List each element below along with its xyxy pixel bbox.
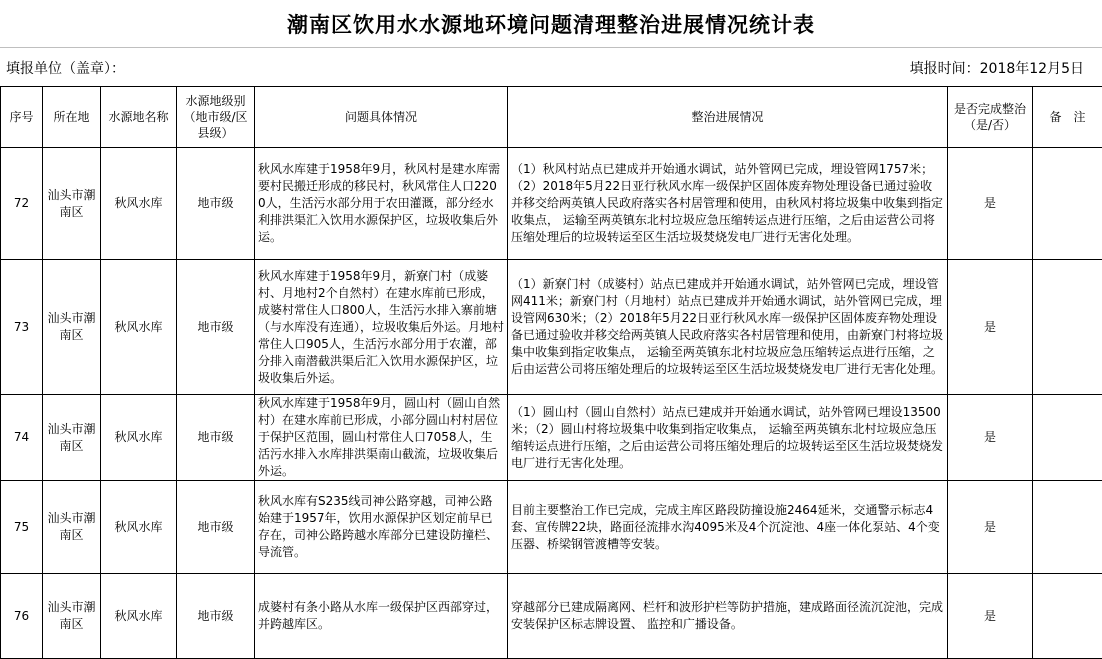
cell-completed: 是 — [948, 148, 1033, 260]
cell-completed: 是 — [948, 574, 1033, 659]
cell-remark — [1033, 481, 1102, 574]
statistics-table — [0, 86, 1102, 659]
cell-level: 地市级 — [177, 574, 255, 659]
cell-location: 汕头市潮南区 — [43, 395, 101, 481]
cell-source-name: 秋风水库 — [101, 395, 177, 481]
cell-seq: 76 — [1, 574, 43, 659]
cell-progress: （1）秋风村站点已建成并开始通水调试，站外管网已完成，埋设管网1757米；（2）2018年5月22日亚行秋风水库一级保护区固体废弃物处理设备已通过验收并移交给两英镇人民政府落实各村居管理和使用，由秋风村将垃圾集中收集到指定收集点， 运输至两英镇东北村垃圾应急压缩转运点进行压缩，之后由运营公司将压缩处理后的垃圾转运至区生活垃圾焚烧发电厂进行无害化处理。 — [508, 148, 948, 260]
cell-progress: （1）新寮门村（成婆村）站点已建成并开始通水调试，站外管网已完成，埋设管网411米；新寮门村（月地村）站点已建成并开始通水调试，站外管网已完成，埋设管网630米；（2）2018年5月22日亚行秋风水库一级保护区固体废弃物处理设备已通过验收并移交给两英镇人民政府落实各村居管理和使用，由新寮门村将垃圾集中收集到指定收集点， 运输至两英镇东北村垃圾应急压缩转运点进行压缩，之后由运营公司将压缩处理后的垃圾转运至区生活垃圾焚烧发电厂进行无害化处理。 — [508, 260, 948, 395]
table-row — [1, 395, 1102, 481]
cell-seq: 75 — [1, 481, 43, 574]
cell-completed: 是 — [948, 395, 1033, 481]
cell-seq: 74 — [1, 395, 43, 481]
filing-unit-label: 填报单位（盖章）： — [6, 61, 125, 77]
table-row — [1, 574, 1102, 659]
cell-level: 地市级 — [177, 481, 255, 574]
cell-source-name: 秋风水库 — [101, 481, 177, 574]
cell-problem: 成婆村有条小路从水库一级保护区西部穿过，并跨越库区。 — [255, 574, 508, 659]
cell-seq: 73 — [1, 260, 43, 395]
table-row — [1, 481, 1102, 574]
filing-time-label: 填报时间：2018年12月5日 — [909, 61, 1084, 77]
cell-progress: （1）圆山村（圆山自然村）站点已建成并开始通水调试，站外管网已埋设13500米；（2）圆山村将垃圾集中收集到指定收集点， 运输至两英镇东北村垃圾应急压缩转运点进行压缩，之后由运营公司将压缩处理后的垃圾转运至区生活垃圾焚烧发电厂进行无害化处理。 — [508, 395, 948, 481]
cell-completed: 是 — [948, 260, 1033, 395]
cell-level: 地市级 — [177, 260, 255, 395]
header-remark: 备 注 — [1033, 87, 1102, 148]
cell-completed: 是 — [948, 481, 1033, 574]
cell-location: 汕头市潮南区 — [43, 260, 101, 395]
cell-remark — [1033, 148, 1102, 260]
cell-location: 汕头市潮南区 — [43, 574, 101, 659]
header-location: 所在地 — [43, 87, 101, 148]
cell-problem: 秋风水库建于1958年9月，圆山村（圆山自然村）在建水库前已形成，小部分圆山村村居位于保护区范围，圆山村常住人口7058人，生活污水排入水库排洪渠南山截流，垃圾收集后外运。 — [255, 395, 508, 481]
cell-progress: 目前主要整治工作已完成，完成主库区路段防撞设施2464延米，交通警示标志4套、宣传牌22块，路面径流排水沟4095米及4个沉淀池、4座一体化泵站、4个变压器、桥梁钢管渡槽等安装。 — [508, 481, 948, 574]
table-title: 潮南区饮用水水源地环境问题清理整治进展情况统计表 — [0, 0, 1102, 48]
cell-source-name: 秋风水库 — [101, 148, 177, 260]
header-seq: 序号 — [1, 87, 43, 148]
header-progress: 整治进展情况 — [508, 87, 948, 148]
table-row — [1, 148, 1102, 260]
header-level: 水源地级别（地市级/区县级） — [177, 87, 255, 148]
header-problem: 问题具体情况 — [255, 87, 508, 148]
cell-progress: 穿越部分已建成隔离网、栏杆和波形护栏等防护措施，建成路面径流沉淀池，完成安装保护区标志牌设置、 监控和广播设备。 — [508, 574, 948, 659]
cell-remark — [1033, 260, 1102, 395]
cell-remark — [1033, 395, 1102, 481]
cell-problem: 秋风水库有S235线司神公路穿越，司神公路始建于1957年，饮用水源保护区划定前早已存在，司神公路跨越水库部分已建设防撞栏、导流管。 — [255, 481, 508, 574]
cell-location: 汕头市潮南区 — [43, 148, 101, 260]
cell-problem: 秋风水库建于1958年9月，新寮门村（成婆村、月地村2个自然村）在建水库前已形成，成婆村常住人口800人，生活污水排入寨前塘（与水库没有连通），垃圾收集后外运。月地村常住人口905人，生活污水部分用于农灌，部分排入南潜截洪渠后汇入饮用水源保护区，垃圾收集后外运。 — [255, 260, 508, 395]
cell-level: 地市级 — [177, 395, 255, 481]
cell-seq: 72 — [1, 148, 43, 260]
header-source-name: 水源地名称 — [101, 87, 177, 148]
header-completed: 是否完成整治（是/否） — [948, 87, 1033, 148]
cell-location: 汕头市潮南区 — [43, 481, 101, 574]
cell-problem: 秋风水库建于1958年9月，秋风村是建水库需要村民搬迁形成的移民村，秋风常住人口2200人，生活污水部分用于农田灌溉，部分经水利排洪渠汇入饮用水源保护区，垃圾收集后外运。 — [255, 148, 508, 260]
cell-level: 地市级 — [177, 148, 255, 260]
table-row — [1, 260, 1102, 395]
cell-source-name: 秋风水库 — [101, 574, 177, 659]
cell-remark — [1033, 574, 1102, 659]
cell-source-name: 秋风水库 — [101, 260, 177, 395]
header-row — [1, 87, 1102, 148]
